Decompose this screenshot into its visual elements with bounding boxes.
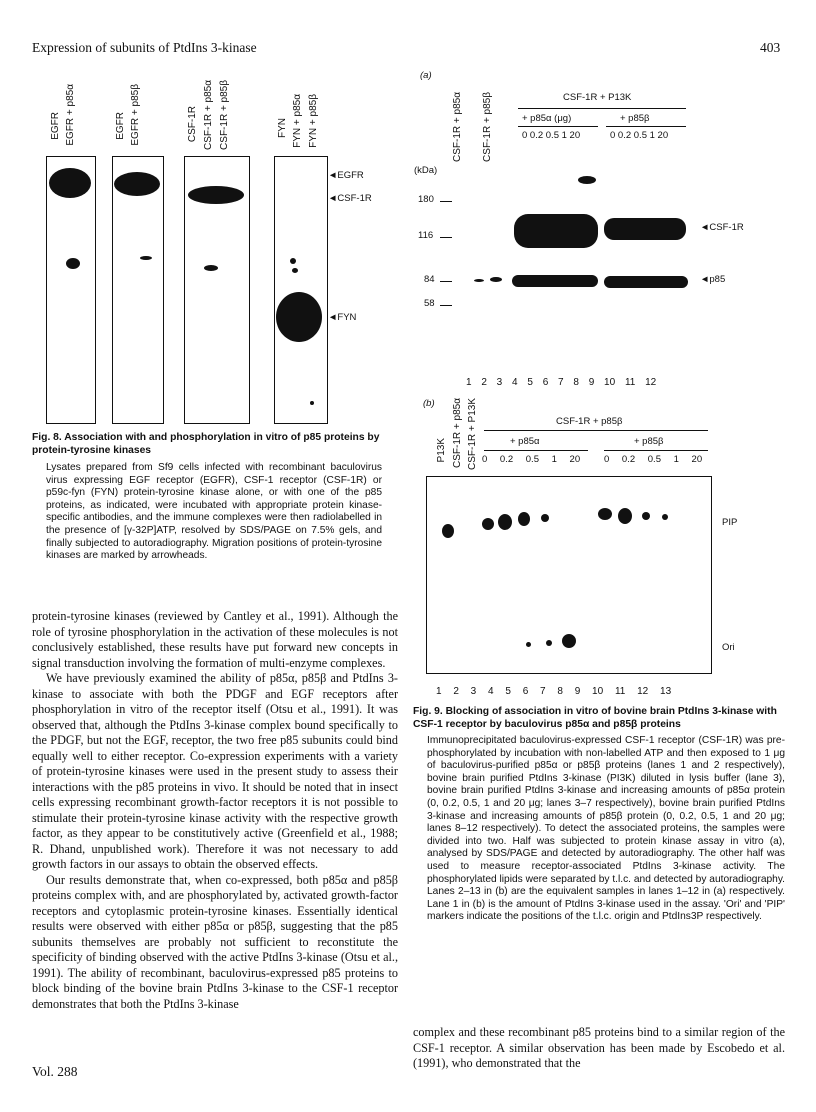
fig9a-mw-label: 58 — [424, 298, 435, 309]
fig9a-mw-tick — [440, 281, 452, 282]
fig9a-sub-a: + p85α (μg) — [522, 113, 572, 124]
fig8-marker-fyn: ◄FYN — [328, 312, 357, 323]
fig9a-mw-label: 116 — [418, 230, 434, 241]
fig8-band-egfr — [114, 172, 160, 196]
fig8-gel-egfr-b — [112, 156, 164, 424]
fig8-lane-label: EGFR — [50, 112, 61, 140]
fig8-lane-label: EGFR — [115, 112, 126, 140]
fig9b-marker-pip: PIP — [722, 517, 738, 528]
fig8-gel-fyn — [274, 156, 328, 424]
fig8-band-p85 — [140, 256, 152, 260]
paragraph: We have previously examined the ability of p85α, p85β and PtdIns 3-kinase to associate with both the PDGF and EGF receptors after phosphorylation in vitro of the receptor itself (Otsu et al., 1991). It was observed that, although the PtdIns 3-kinase complex bound specifically to the PDGF, but not the EGF, receptor, the two free p85 subunits could bind equally well to either receptor. Co-expression experiments with a variety of protein-tyrosine kinases were used in the present study to assess their interactions with the p85 proteins in vivo. It should be noted that in insect cells expressing recombinant growth-factor receptors it is not possible to stimulate their protein-tyrosine kinase activity with the respective growth factor, as they appear to be constitutively active (Greenfield et al., 1988; R. Dhand, unpublished work). Therefore it was not necessary to add growth factors in our assays to obtain the observed effects. — [32, 671, 398, 871]
fig9a-panel-label: (a) — [420, 70, 432, 81]
fig9b-lane-label: CSF-1R + p85α — [452, 398, 463, 468]
fig8-marker-egfr: ◄EGFR — [328, 170, 364, 181]
running-title: Expression of subunits of PtdIns 3-kinase — [32, 40, 257, 55]
fig9b-sub-a-rule — [484, 450, 588, 451]
fig9b-sub-b-rule — [604, 450, 708, 451]
fig9-title: Fig. 9. Blocking of association in vitro of bovine brain PtdIns 3-kinase with CSF-1 receptor by baculovirus p85α and p85β proteins — [413, 706, 777, 730]
fig8-lane-label: EGFR + p85α — [65, 84, 76, 146]
fig9b-spot-pip — [598, 508, 612, 520]
fig8-band-p85 — [66, 258, 80, 269]
fig9a-band-p85 — [604, 276, 688, 288]
fig9b-spot-ori — [562, 634, 576, 648]
fig9a-band-p85 — [512, 275, 598, 287]
fig9a-lane-label: CSF-1R + p85α — [452, 92, 463, 162]
fig9b-spot-pip — [442, 524, 454, 538]
fig8-title: Fig. 8. Association with and phosphorylation in vitro of p85 proteins by protein-tyrosine kinases — [32, 432, 380, 456]
fig8-lane-label: FYN + p85α — [292, 94, 303, 148]
fig8-caption: Lysates prepared from Sf9 cells infected with recombinant baculovirus virus expressing EGF receptor (EGFR), CSF-1 receptor (CSF-1R) or p59c-fyn (FYN) protein-tyrosine kinase alone, or with one of the p85 proteins, as indicated, were incubated with appropriate protein kinase-specific antibodies, and the immune complexes were then radiolabelled in the presence of [γ-32P]ATP, resolved by SDS/PAGE on 7.5% gels, and finally subjected to autoradiography. Migration positions of protein-tyrosine kinases are marked by arrowheads. — [46, 462, 382, 562]
fig9b-spot-pip — [642, 512, 650, 520]
right-column-text: complex and these recombinant p85 proteins bind to a similar region of the CSF-1 receptor. A similar observation has been made by Escobedo et al. (1991), who demonstrated that the — [413, 1025, 785, 1070]
fig9a-sub-a-rule — [518, 126, 598, 127]
fig9-caption: Immunoprecipitated baculovirus-expressed CSF-1 receptor (CSF-1R) was pre-phosphorylated by incubation with non-labelled ATP and then exposed to 1 μg of baculovirus-purified p85α or p85β proteins (lanes 1 and 2 respectively), bovine brain purified PtdIns 3-kinase (PI3K) diluted in lysis buffer (lane 3), bovine brain purified PtdIns 3-kinase and increasing amounts of p85α protein (0, 0.2, 0.5, 1 and 20 μg; lanes 3–7 respectively), bovine brain purified PtdIns 3-kinase and increasing amounts of p85β protein (0, 0.2, 0.5, 1 and 20 μg; lanes 8–12 respectively). To detect the associated proteins, the samples were divided into two. Half was subjected to protein kinase assay in vitro (a), analysed by SDS/PAGE and detected by autoradiography. The other half was used to measure receptor-associated PtdIns 3-kinase activity. The phosphorylated lipids were separated by t.l.c. and detected by autoradiography. Lanes 2–13 in (b) are the equivalent samples in lanes 1–12 in (a) respectively. Lane 1 in (b) is the amount of PtdIns 3-kinase used in the assay. 'Ori' and 'PIP' markers indicate the positions of the t.l.c. origin and PtdIns3P respectively. — [427, 735, 785, 923]
fig9a-marker-csf1r: ◄CSF-1R — [700, 222, 744, 233]
page-number: 403 — [760, 40, 781, 55]
fig8-lane-label: CSF-1R — [187, 106, 198, 143]
fig9a-band-p85 — [490, 277, 502, 282]
fig9a-band-csf1r — [604, 218, 686, 240]
paragraph: Our results demonstrate that, when co-expressed, both p85α and p85β proteins complex with, and are phosphorylated by, activated growth-factor receptors and cytoplasmic protein-tyrosine kinases. Essentially identical results were observed with either p85α or p85β, suggesting that the p85 subunits themselves are probably not sufficient to reconstitute the specificity of binding observed with the active PtdIns 3-kinase (Otsu et al., 1991). The ability of recombinant, baculovirus-expressed p85 proteins to block binding of the bovine brain PtdIns 3-kinase to the CSF-1 receptor demonstrates that both the PtdIns 3-kinase — [32, 872, 398, 1011]
fig9a-mw-tick — [440, 201, 452, 202]
fig8-lane-label: FYN — [277, 118, 288, 138]
fig9a-lane-label: CSF-1R + p85β — [482, 92, 493, 162]
fig9b-spot-pip — [498, 514, 512, 530]
fig9b-spot-pip — [662, 514, 668, 520]
fig9a-kda-label: (kDa) — [414, 165, 438, 176]
fig9b-spot-pip — [482, 518, 494, 530]
fig8-lane-label: EGFR + p85β — [130, 84, 141, 146]
fig9a-band-csf1r — [514, 214, 598, 248]
fig9b-sub-a: + p85α — [510, 436, 540, 447]
fig8-band-p85 — [290, 258, 296, 264]
fig9a-amounts-b: 0 0.2 0.5 1 20 — [610, 130, 669, 141]
fig9a-sub-b: + p85β — [620, 113, 650, 124]
fig8-band-p85 — [292, 268, 298, 273]
fig9b-group-label: CSF-1R + p85β — [556, 416, 623, 427]
fig9b-amounts-a: 0 0.2 0.5 1 20 — [482, 454, 581, 465]
fig9a-band-p85 — [474, 279, 484, 282]
fig9a-lane-numbers: 1 2 3 4 5 6 7 8 9 10 11 12 — [466, 377, 657, 388]
footer-volume: Vol. 288 — [32, 1064, 78, 1079]
fig9a-group-label: CSF-1R + P13K — [563, 92, 632, 103]
fig8-band-p85 — [204, 265, 218, 271]
fig9a-mw-tick — [440, 237, 452, 238]
fig8-marker-csf1r: ◄CSF-1R — [328, 193, 372, 204]
fig9b-group-rule — [484, 430, 708, 431]
fig8-band-fyn — [276, 292, 322, 342]
left-column-text — [32, 609, 398, 1012]
fig9b-spot-pip — [618, 508, 632, 524]
fig8-band-egfr — [49, 168, 91, 198]
fig8-lane-label: FYN + p85β — [308, 94, 319, 148]
fig9a-mw-tick — [440, 305, 452, 306]
fig8-lane-label: CSF-1R + p85β — [219, 80, 230, 150]
paragraph: protein-tyrosine kinases (reviewed by Cantley et al., 1991). Although the role of tyrosine phosphorylation in the activation of these molecules is not conclusively established, these results have put forward new concepts in signal transduction involving the formation of multi-enzyme complexes. — [32, 609, 398, 670]
fig9b-lane-numbers: 1 2 3 4 5 6 7 8 9 10 11 12 13 — [436, 686, 672, 697]
fig9b-sub-b: + p85β — [634, 436, 664, 447]
fig8-band-csf1r — [188, 186, 244, 204]
fig9a-band-high — [578, 176, 596, 184]
fig9a-mw-label: 84 — [424, 274, 435, 285]
fig9a-group-rule — [518, 108, 686, 109]
fig9b-spot-ori — [526, 642, 531, 647]
fig8-band-p85 — [310, 401, 314, 405]
fig9a-marker-p85: ◄p85 — [700, 274, 726, 285]
fig9b-spot-ori — [546, 640, 552, 646]
fig9a-sub-b-rule — [606, 126, 686, 127]
fig9b-lane-label: P13K — [436, 438, 447, 463]
fig8-lane-label: CSF-1R + p85α — [203, 80, 214, 150]
fig9b-panel-label: (b) — [423, 398, 435, 409]
fig9b-marker-ori: Ori — [722, 642, 735, 653]
fig9b-spot-pip — [518, 512, 530, 526]
fig9a-amounts-a: 0 0.2 0.5 1 20 — [522, 130, 581, 141]
fig9b-spot-pip — [541, 514, 549, 522]
fig9b-lane-label: CSF-1R + P13K — [467, 398, 478, 470]
fig9b-amounts-b: 0 0.2 0.5 1 20 — [604, 454, 703, 465]
fig9a-mw-label: 180 — [418, 194, 434, 205]
